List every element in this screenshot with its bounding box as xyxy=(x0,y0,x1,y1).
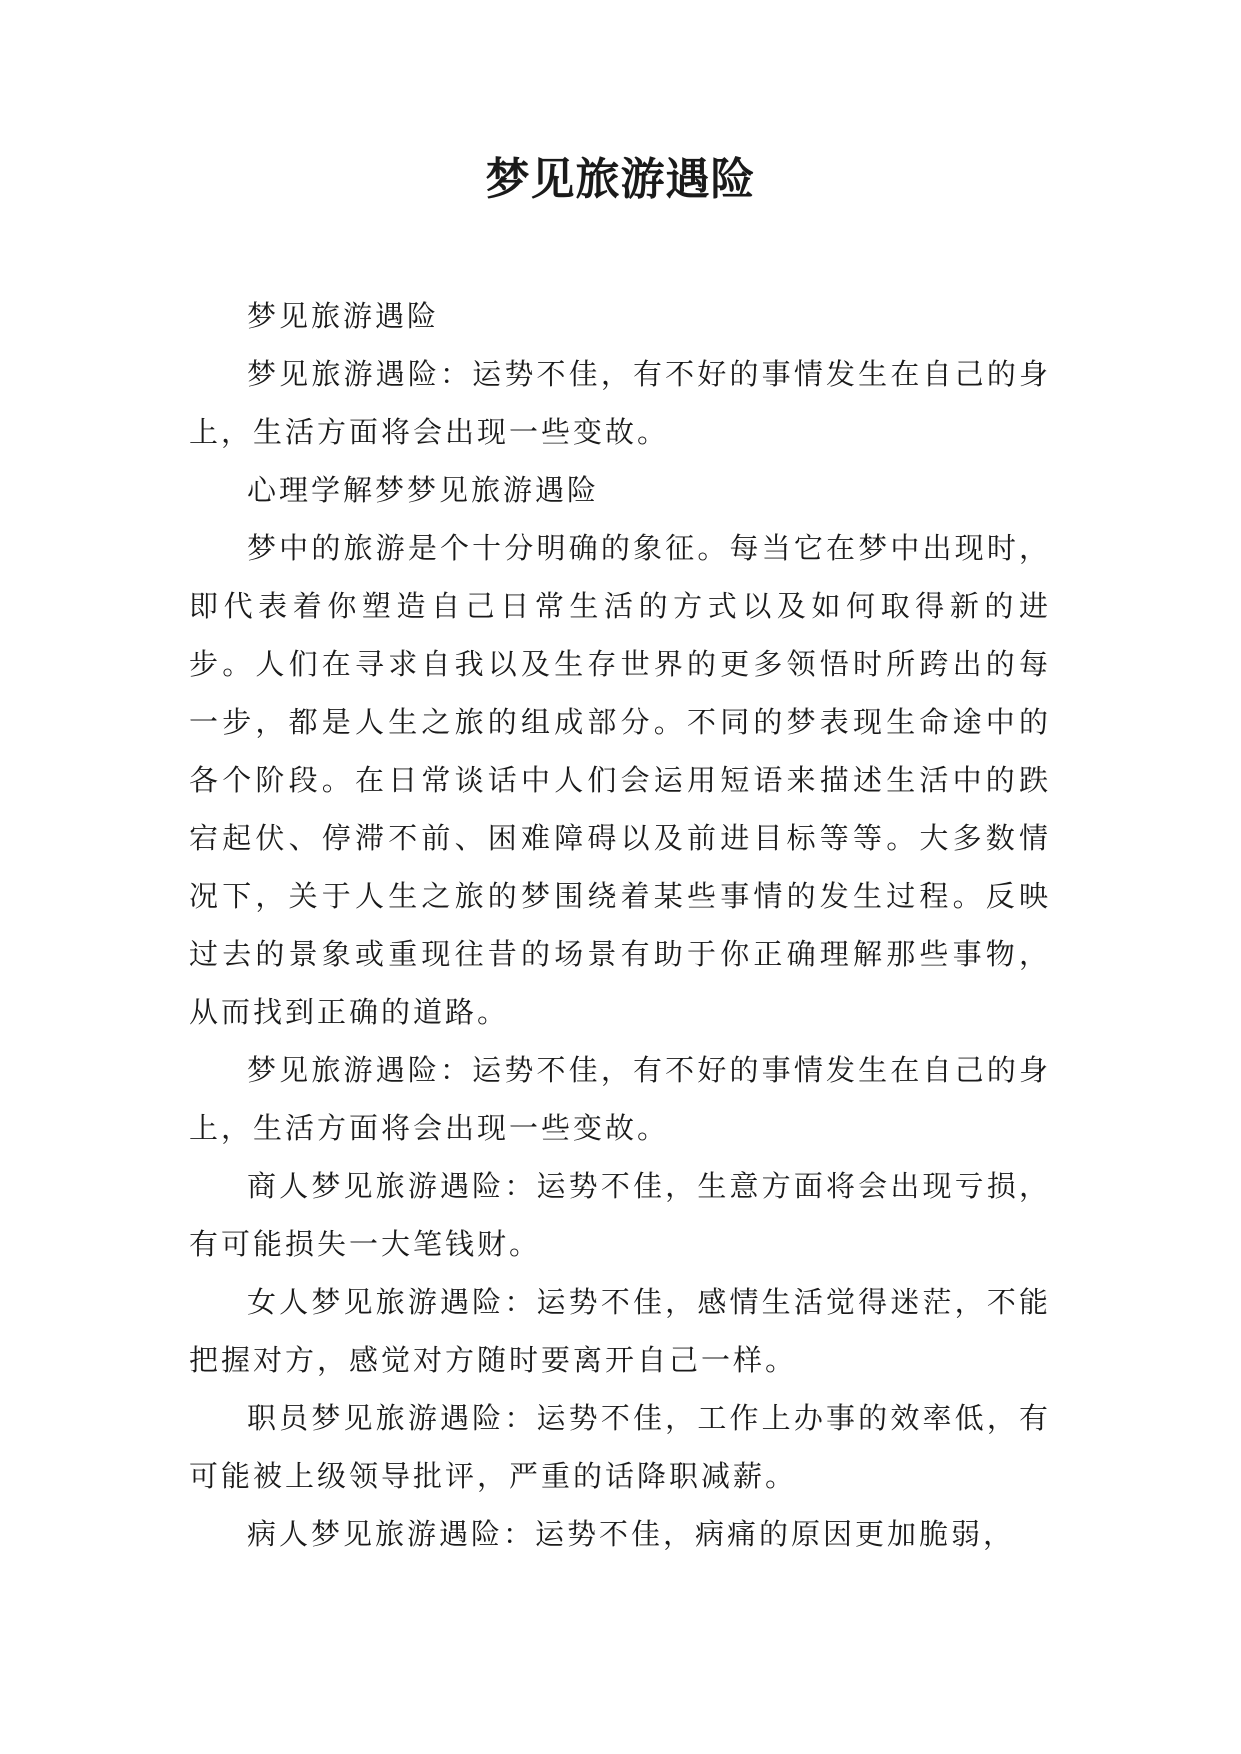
paragraph: 病人梦见旅游遇险：运势不佳，病痛的原因更加脆弱， xyxy=(247,1517,1016,1551)
paragraph: 商人梦见旅游遇险：运势不佳，生意方面将会出现亏损，有可能损失一大笔钱财。 xyxy=(189,1169,1051,1261)
paragraph-subheading: 心理学解梦梦见旅游遇险 xyxy=(247,473,600,507)
paragraph-heading: 梦见旅游遇险 xyxy=(247,299,440,333)
paragraph: 梦中的旅游是个十分明确的象征。每当它在梦中出现时，即代表着你塑造自己日常生活的方式以及如何取得新的进步。人们在寻求自我以及生存世界的更多领悟时所跨出的每一步，都是人生之旅的组成部分。不同的梦表现生命途中的各个阶段。在日常谈话中人们会运用短语来描述生活中的跌宕起伏、停滞不前、困难障碍以及前进目标等等。大多数情况下，关于人生之旅的梦围绕着某些事情的发生过程。反映过去的景象或重现往昔的场景有助于你正确理解那些事物，从而找到正确的道路。 xyxy=(189,531,1051,1029)
document-body xyxy=(189,287,1051,1563)
paragraph: 梦见旅游遇险：运势不佳，有不好的事情发生在自己的身上，生活方面将会出现一些变故。 xyxy=(189,357,1051,449)
document-title: 梦见旅游遇险 xyxy=(485,154,756,205)
paragraph: 女人梦见旅游遇险：运势不佳，感情生活觉得迷茫，不能把握对方，感觉对方随时要离开自己一样。 xyxy=(189,1285,1051,1377)
paragraph: 职员梦见旅游遇险：运势不佳，工作上办事的效率低，有可能被上级领导批评，严重的话降职减薪。 xyxy=(189,1401,1051,1493)
paragraph: 梦见旅游遇险：运势不佳，有不好的事情发生在自己的身上，生活方面将会出现一些变故。 xyxy=(189,1053,1051,1145)
